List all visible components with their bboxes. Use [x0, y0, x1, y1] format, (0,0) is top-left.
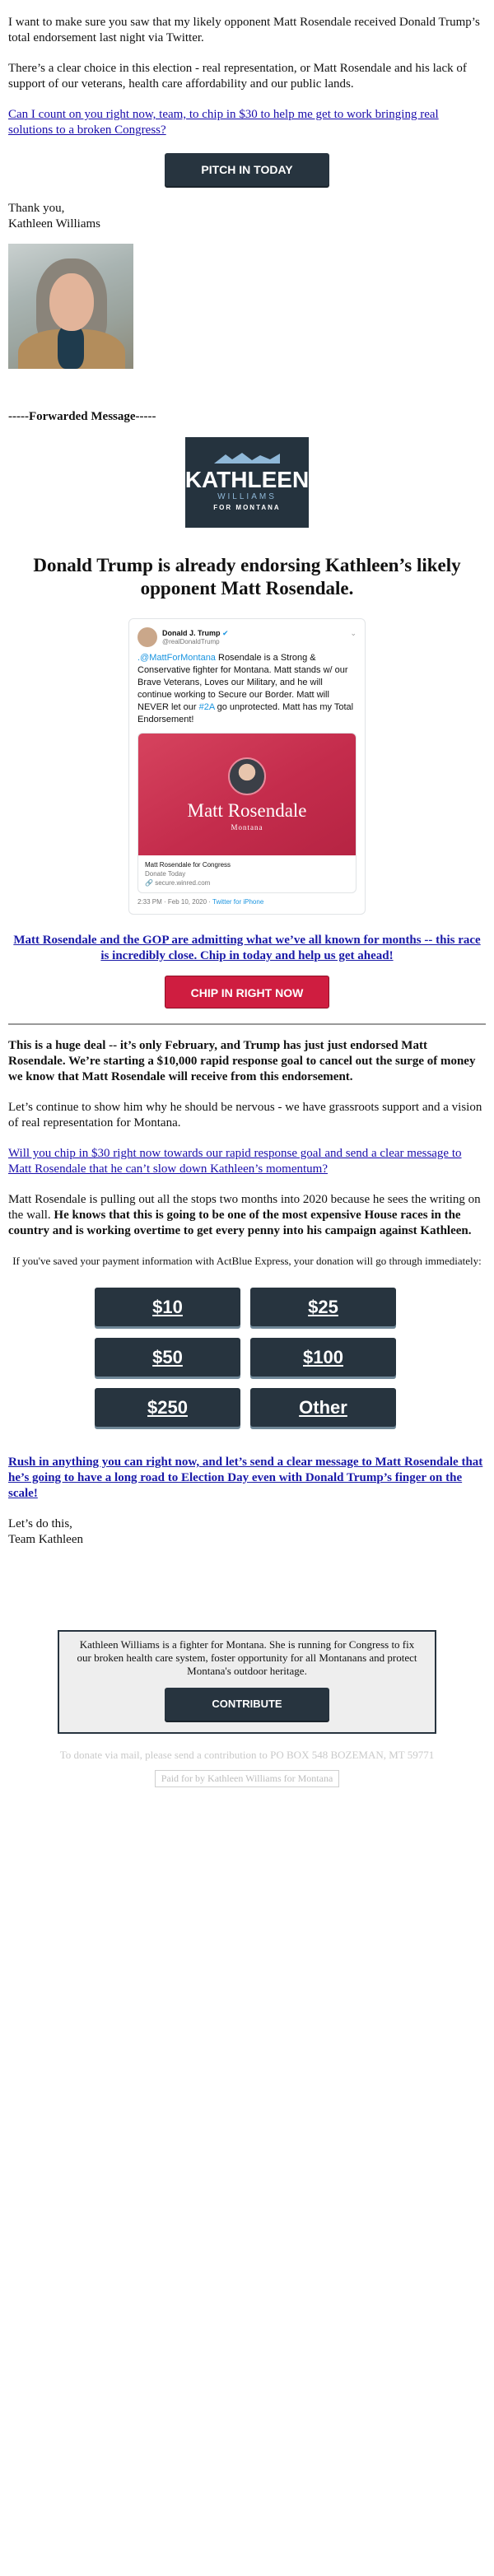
donate-other-button[interactable]: Other	[250, 1388, 396, 1427]
donate-100-button[interactable]: $100	[250, 1338, 396, 1377]
intro-donate-link[interactable]: Can I count on you right now, team, to chip in $30 to help me get to work bringing real solutions to a broken Congress?	[8, 108, 439, 137]
donation-amount-grid	[95, 1288, 399, 1427]
tweet-source[interactable]: Twitter for iPhone	[212, 898, 264, 906]
body-paragraph-1: This is a huge deal -- it’s only February, and Trump has just just endorsed Matt Rosendale. We’re starting a $10,000 rapid response goal to cancel out the surge of money we know that Matt Rosendale will receive from this endorsement.	[8, 1039, 476, 1083]
logo-subtitle: WILLIAMS	[217, 492, 277, 501]
logo-state: FOR MONTANA	[213, 504, 281, 511]
rapid-response-link[interactable]: Will you chip in $30 right now towards our rapid response goal and send a clear message to Matt Rosendale that he can’t slow down Kathleen’s momentum?	[8, 1147, 462, 1176]
tweet-header	[137, 627, 357, 647]
tweet-link-card[interactable]	[137, 733, 357, 893]
logo-name: KATHLEEN	[184, 467, 310, 492]
closing-link[interactable]: Rush in anything you can right now, and let’s send a clear message to Matt Rosendale that he’s going to have a long road to Election Day even with Donald Trump’s finger on the scale!	[8, 1456, 483, 1500]
donate-10-button[interactable]: $10	[95, 1288, 240, 1326]
candidate-photo	[8, 244, 133, 369]
tweet-card-name: Matt Rosendale	[187, 800, 307, 821]
actblue-note: If you've saved your payment information with ActBlue Express, your donation will go through immediately:	[12, 1255, 482, 1267]
headline: Donald Trump is already endorsing Kathleen’s likely opponent Matt Rosendale.	[33, 555, 461, 599]
mail-address: To donate via mail, please send a contribution to PO BOX 548 BOZEMAN, MT 59771	[59, 1749, 435, 1761]
closing-signature	[8, 1516, 486, 1548]
pitch-in-button[interactable]: PITCH IN TODAY	[165, 153, 329, 186]
tweet-card-meta	[138, 855, 356, 892]
divider	[8, 1023, 486, 1025]
signoff-text: Let’s do this,	[8, 1517, 72, 1530]
intro-donate-link-paragraph	[8, 107, 486, 138]
chip-in-button[interactable]: CHIP IN RIGHT NOW	[165, 976, 329, 1009]
thanks-text: Thank you,	[8, 202, 65, 215]
signature-block	[8, 201, 486, 232]
signature-name: Kathleen Williams	[8, 217, 101, 231]
tweet-handle: @realDonaldTrump	[162, 637, 220, 645]
body-paragraph-3: Matt Rosendale is pulling out all the stops two months into 2020 because he sees the writing on the wall. He knows that this is going to be one of the most expensive House races in the country and is working overtime to get every penny into his campaign against Kathleen.	[8, 1193, 481, 1237]
tweet-card-title: Matt Rosendale for Congress	[145, 861, 231, 869]
tweet-hashtag[interactable]: #2A	[198, 702, 215, 712]
embedded-tweet[interactable]	[128, 618, 366, 915]
tweet-card-state: Montana	[231, 823, 263, 831]
tweet-card-url: 🔗 secure.winred.com	[145, 879, 211, 887]
tweet-card-portrait	[228, 757, 266, 795]
intro-paragraph-2: There’s a clear choice in this election - real representation, or Matt Rosendale and his lack of support of our veterans, health care affordability and our public lands.	[8, 62, 467, 91]
footer-box	[58, 1630, 436, 1734]
tweet-card-image	[138, 734, 356, 855]
tweet-card-sub: Donate Today	[145, 870, 186, 878]
tweet-mention[interactable]: .@MattForMontana	[137, 653, 216, 663]
verified-icon: ✔	[222, 628, 229, 637]
link-icon: 🔗	[145, 879, 153, 887]
mountain-icon	[214, 452, 280, 463]
email-body	[8, 0, 486, 1787]
tweet-author-name: Donald J. Trump ✔	[162, 628, 229, 637]
close-race-link[interactable]: Matt Rosendale and the GOP are admitting what we’ve all known for months -- this race is incredibly close. Chip in today and help us get ahead!	[13, 934, 481, 962]
chevron-down-icon: ⌄	[350, 629, 357, 637]
contribute-button[interactable]: CONTRIBUTE	[165, 1688, 329, 1721]
tweet-timestamp: 2:33 PM · Feb 10, 2020 ·	[137, 898, 213, 906]
team-name: Team Kathleen	[8, 1533, 83, 1546]
donate-250-button[interactable]: $250	[95, 1388, 240, 1427]
body-paragraph-2: Let’s continue to show him why he should be nervous - we have grassroots support and a vision of real representation for Montana.	[8, 1101, 482, 1130]
tweet-footer	[137, 898, 357, 906]
donate-25-button[interactable]: $25	[250, 1288, 396, 1326]
closing-link-paragraph	[8, 1455, 486, 1502]
rapid-response-link-paragraph	[8, 1146, 486, 1177]
intro-paragraph-1: I want to make sure you saw that my likely opponent Matt Rosendale received Donald Trump’s total endorsement last night via Twitter.	[8, 16, 480, 44]
paid-for-disclaimer: Paid for by Kathleen Williams for Montana	[155, 1770, 339, 1787]
footer-text: Kathleen Williams is a fighter for Montana. She is running for Congress to fix our broken health care system, foster opportunity for all Montanans and protect Montana's outdoor heritage.	[77, 1638, 417, 1677]
tweet-text: .@MattForMontana Rosendale is a Strong & Conservative fighter for Montana. Matt stands w/ our Brave Veterans, Loves our Military, and he will continue working to Secure our Border. Matt will NEVER let our #2A go unprotected. Matt has my Total Endorsement!	[137, 653, 354, 724]
close-race-link-paragraph	[8, 933, 486, 964]
donate-50-button[interactable]: $50	[95, 1338, 240, 1377]
campaign-logo	[185, 437, 309, 528]
forwarded-header: -----Forwarded Message-----	[8, 410, 156, 423]
tweet-avatar	[137, 627, 157, 647]
